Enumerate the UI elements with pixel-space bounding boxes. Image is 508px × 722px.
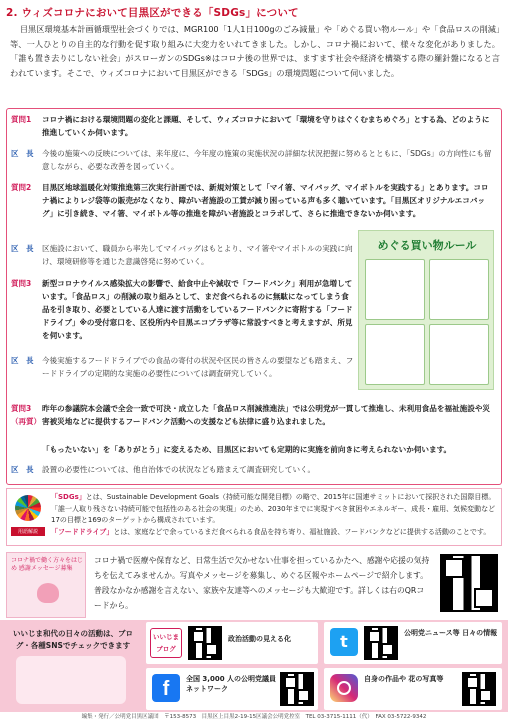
blog-link-tile[interactable] [146,622,318,664]
instagram-link-tile[interactable] [324,668,502,710]
qa-label: 質問3（再質） [11,404,41,426]
qa-label: 質問2 [11,183,32,192]
poster-panel [365,259,425,320]
qa-label: 区 長 [11,244,34,253]
glossary-text [51,492,499,538]
poster-grid [365,259,489,385]
twitter-link-tile[interactable] [324,622,502,664]
book-icon [11,493,45,543]
twitter-icon: t [330,628,358,656]
link-label: 自身の作品や 花の写真等 [364,675,444,683]
heart-hands-icon [37,583,59,603]
qr-code[interactable] [364,626,398,660]
poster-panel [429,324,489,385]
qa-label: 区 長 [11,465,34,474]
glossary-definition: とは、家庭などで余っているまだ食べられる食品を持ち寄り、福祉施設、フードバンクなどに提供する活動のことです。 [113,527,491,536]
qa-label: 区 長 [11,149,34,158]
message-campaign-image [6,552,86,618]
intro-paragraph: 目黒区環境基本計画循環型社会づくりでは、MGR100「1人1日100gのごみ減量」や「めぐる買い物ルール」や「食品ロスの削減」等、一人ひとりの自主的な行動を促す取り組みに大変力をいれてきました。しかし、コロナ禍において、様々な変化がありました。「誰も置き去りにしない社会」がスローガンのSDGs※はコロナ後の世界では、ますます社会や経済を構築する際の羅針盤になると言われています。そこで、ウィズコロナにおいて目黒区ができる「SDGs」の環境問題について伺いました。 [10,24,500,78]
qa-text: 設置の必要性については、他自治体での状況なども踏まえて調査研究していく。 [42,465,316,474]
sns-intro: いいじま和代の日々の活動は、ブログ・各種SNSでチェックできます [13,629,133,650]
qa-label: 質問3 [11,279,32,288]
glossary-term: 「フードドライブ」 [51,527,114,536]
instagram-icon [330,674,358,702]
glossary-definition: とは、Sustainable Development Goals（持続可能な開発目標）の略で、2015年に国連サミットにおいて採択された国際目標。「誰一人取り残さない持続可能で包括性のある社会の実現」のため、2030年までに実現すべき貧困やエネルギー、成長・雇用、気候変動など17の目標と169のターゲットから構成されています。 [51,493,496,524]
glossary-box [6,488,502,546]
qr-code[interactable] [280,672,314,706]
qa-text: 新型コロナウイルス感染拡大の影響で、給食中止や減収で「フードバンク」利用が急増しています。「食品ロス」の削減の取り組みとして、まだ食べられるのに無駄になってしまう食品を引き取り、必要としている人達に渡す活動をしているフードバンクに寄附する「フードドライブ」※の受付窓口を、区役所内や目黒エコプラザ等に常設すべきと考えますが、所見を伺います。 [42,279,353,340]
facebook-icon: f [152,674,180,702]
message-campaign-text: コロナ禍で医療や保育など、日常生活で欠かせない仕事を担っているかたへ、感謝や応援の気持ちを伝えてみませんか。写真やメッセージを募集し、めぐる区報やホームページで紹介します。普段なかなか感謝を言えない、家族や友達等へのメッセージも大歓迎です。詳しくは右のQRコードから。 [94,556,430,610]
poster-title: めぐる買い物ルール [377,239,477,252]
qa-text: コロナ禍における環境問題の変化と課題、そして、ウィズコロナにおいて「環境を守りはぐくむまちめぐろ」とする為、どのように推進していくか伺います。 [42,115,490,137]
blog-badge: いいじま ブログ [150,628,182,658]
facebook-link-tile[interactable] [146,668,318,710]
qa-text: 今後実施するフードドライブでの食品の寄付の状況や区民の皆さんの要望なども踏まえ、フードドライブの定期的な実施の必要性については調査研究していく。 [42,356,354,378]
link-label: 政治活動の見える化 [228,635,291,643]
qa-text: 「もったいない」を「ありがとう」に変えるため、目黒区においても定期的に実施を前向きに考えられないか伺います。 [42,445,452,454]
message-campaign-caption: コロナ禍で働く方々をはじめ 感謝メッセージ募集 [11,557,84,572]
bicycle-illustration [16,656,126,704]
section-heading: 2. ウィズコロナにおいて目黒区ができる「SDGs」について [6,7,299,19]
qa-text: 昨年の参議院本会議で全会一致で可決・成立した「食品ロス削減推進法」では公明党が一貫して推進し、未利用食品を福祉施設や災害被災地などに提供するフードバンク活動への支援なども法律に盛り込まれました。 [42,404,491,426]
publisher-footer: 編集・発行／公明党目黒区議団 〒153-8573 目黒区上目黒2-19-15区議会公明党控室 TEL 03-3715-1111（代） FAX 03-5722-9342 [81,714,427,720]
qa-label: 質問1 [11,115,32,124]
sns-section [0,620,508,712]
glossary-term: 「SDGs」 [51,493,86,501]
poster-panel [429,259,489,320]
link-label: 全国 3,000 人の公明党議員 ネットワーク [186,675,277,693]
qa-text: 目黒区地球温暖化対策推進第三次実行計画では、新規対策として「マイ箸、マイバッグ、マイボトルを実践する」とあります。コロナ禍によりレジ袋等の販売がなくなり、障がい者施設の工賃が減り困っている声も多く聴いています。「目黒区オリジナルエコバッグ」に引き続き、マイ箸、マイボトル等の推進を障がい者施設とコラボして、さらに推進できないか伺います。 [42,183,489,218]
link-label: 公明党ニュース等 日々の情報 [404,629,498,637]
qa-text: 区施設において、職員から率先してマイバッグはもとより、マイ箸やマイボトルの実践に向け、環境研修等を通じた意識啓発に努めていく。 [42,244,353,266]
qr-code[interactable] [440,554,498,612]
shopping-rule-poster [358,230,494,390]
glossary-label: 用語解説 [11,527,45,536]
qr-code[interactable] [462,672,496,706]
poster-panel [365,324,425,385]
qa-text: 今後の施策への反映については、来年度に、今年度の施策の実施状況の詳細な状況把握に努めるとともに、「SDGs」の方向性にも留意しながら、必要な改善を図っていく。 [42,149,492,171]
qr-code[interactable] [188,626,222,660]
qa-label: 区 長 [11,356,34,365]
sdgs-wheel-icon [15,495,41,521]
